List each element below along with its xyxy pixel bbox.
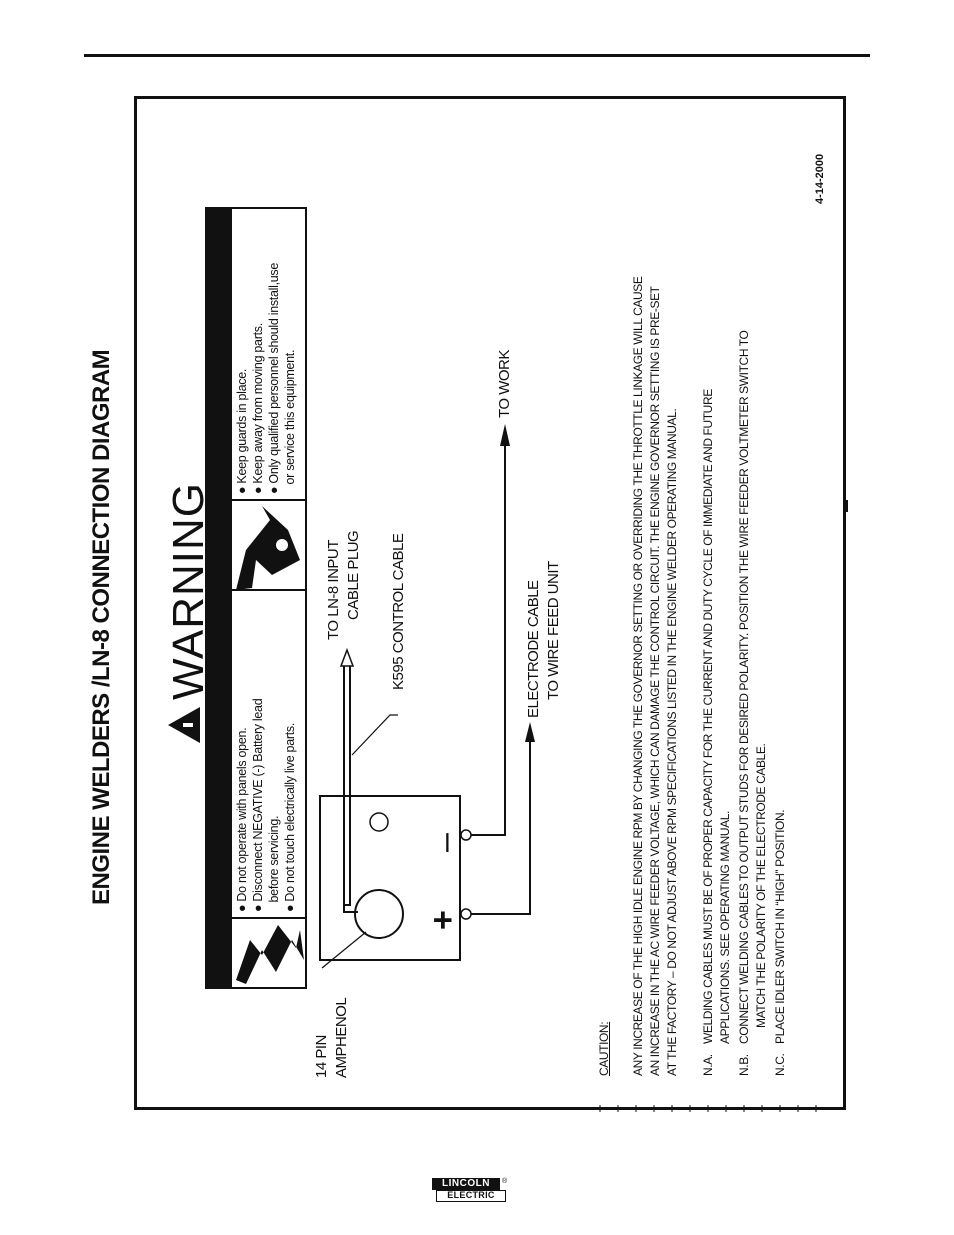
input-plug-label: TO LN-8 INPUT CABLE PLUG — [325, 530, 362, 640]
moving-parts-icon — [236, 506, 300, 590]
warning-left-item: Do not touch electrically live parts. — [283, 722, 297, 902]
electrode-cable — [471, 740, 530, 914]
warning-heading: WARNING — [164, 481, 213, 700]
welder-output-panel — [320, 796, 471, 960]
warning-left-item: Do not operate with panels open. — [235, 727, 249, 902]
note-nc: N.C.PLACE IDLER SWITCH IN “HIGH” POSITION. — [773, 809, 787, 1076]
caution-heading: CAUTION: — [597, 1021, 611, 1076]
electrode-arrow — [525, 722, 535, 742]
revision-date: 4-14-2000 — [814, 153, 826, 204]
electrode-cable-label: ELECTRODE CABLE TO WIRE FEED UNIT — [525, 561, 562, 718]
frame-ticks — [600, 1105, 816, 1112]
warning-right-list: ● Keep guards in place. ● Keep away from moving parts. ● Only qualified personnel should install,use or service this equipment. — [235, 262, 297, 494]
control-cable-label: K595 CONTROL CABLE — [390, 533, 407, 690]
electric-shock-icon — [206, 918, 304, 988]
warning-left-item: before servicing. — [267, 815, 281, 903]
control-cable-arrow — [341, 650, 353, 666]
lincoln-electric-logo: LINCOLN ELECTRIC ® — [432, 1178, 510, 1204]
amphenol-label: 14 PIN AMPHENOL — [313, 997, 350, 1078]
work-cable — [471, 445, 505, 835]
caution-text: ANY INCREASE OF THE HIGH IDLE ENGINE RPM BY CHANGING THE GOVERNOR SETTING OR OVERRIDING THE THROTTLE LINKAGE WILL CAUSE AN INCREASE IN THE AC WIRE FEEDER VOLTAGE, WHICH CAN DAMAGE THE CONTROL CIRCUIT. THE ENGINE GOVERNOR SETTING IS PRE-SET AT THE FACTORY – DO NOT ADJUST ABOVE RPM SPECIFICATIONS LISTED IN THE ENGINE WELDER OPERATING MANUAL. — [631, 276, 679, 1076]
note-nb: N.B.CONNECT WELDING CABLES TO OUTPUT STUDS FOR DESIRED POLARITY. POSITION THE WIRE FEEDER VOLTMETER SWITCH TO MATCH THE POLARITY OF THE ELECTRODE CABLE. — [737, 330, 768, 1076]
to-work-label: TO WORK — [496, 350, 513, 418]
warning-left-item: Disconnect NEGATIVE (-) Battery lead — [251, 698, 265, 902]
page-title: ENGINE WELDERS /LN-8 CONNECTION DIAGRAM — [88, 349, 115, 905]
amphenol-receptacle — [355, 890, 403, 938]
note-na: N.A.WELDING CABLES MUST BE OF PROPER CAPACITY FOR THE CURRENT AND DUTY CYCLE OF IMMEDIATE AND FUTURE APPLICATIONS. SEE OPERATING MANUAL. — [701, 389, 732, 1076]
warning-triangle-icon — [168, 707, 200, 743]
work-arrow — [500, 424, 510, 446]
control-cable — [344, 665, 358, 912]
minus-sign: – — [426, 833, 464, 852]
warning-right-item: Keep guards in place. — [235, 368, 249, 484]
warning-right-item: Only qualified personnel should install,use — [267, 262, 281, 484]
plus-sign: + — [424, 910, 462, 930]
warning-right-item: Keep away from moving parts. — [251, 323, 265, 484]
warning-left-list: ● Do not operate with panels open. ● Disconnect NEGATIVE (-) Battery lead before servicing. ● Do not touch electrically live parts. — [235, 698, 297, 912]
warning-right-item: or service this equipment. — [283, 349, 297, 485]
